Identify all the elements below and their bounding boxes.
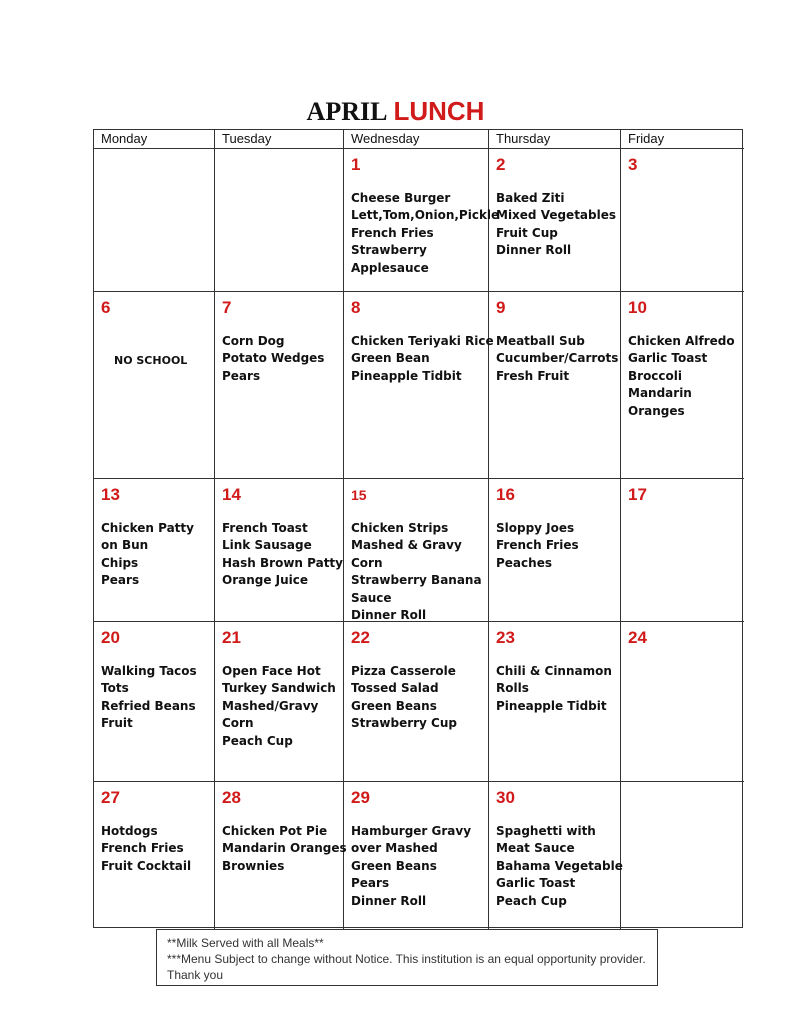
footer-milk-note: **Milk Served with all Meals** [167, 936, 324, 950]
menu-items [628, 333, 744, 420]
lunch-calendar [93, 129, 743, 928]
weekday-header-friday: Friday [621, 130, 744, 149]
weekday-header-monday: Monday [94, 130, 215, 149]
page-title [0, 95, 791, 128]
menu-item: Bahama Vegetable [496, 858, 623, 873]
menu-item: French Fries [351, 225, 434, 240]
day-cell [489, 622, 621, 782]
menu-item: Garlic Toast [496, 876, 576, 891]
menu-item: Strawberry Banana Sauce [351, 573, 482, 605]
day-cell [215, 782, 347, 929]
menu-item: Pineapple Tidbit [496, 698, 607, 713]
menu-item: Peach Cup [496, 893, 567, 908]
menu-item: Hotdogs [101, 824, 158, 838]
menu-item: Hamburger Gravy over Mashed [351, 824, 472, 856]
menu-item: Chicken Alfredo [628, 334, 735, 348]
menu-item: Mashed & Gravy [351, 538, 462, 553]
menu-items [351, 520, 488, 624]
menu-item: Fruit [101, 716, 133, 731]
menu-items [101, 663, 214, 733]
day-number: 20 [101, 628, 120, 647]
menu-items [496, 333, 620, 385]
menu-item: Mashed/Gravy [222, 698, 319, 713]
menu-item: Open Face Hot Turkey Sandwich [222, 664, 336, 696]
day-number: 23 [496, 628, 515, 647]
day-number: 22 [351, 628, 370, 647]
day-number: 1 [351, 155, 361, 174]
day-cell [94, 292, 215, 479]
day-number: 13 [101, 485, 120, 504]
menu-items [351, 190, 500, 277]
menu-items [222, 333, 343, 385]
day-number [628, 788, 744, 808]
day-cell [621, 622, 744, 782]
menu-item: Tossed Salad [351, 681, 439, 696]
menu-item: Tots [101, 681, 129, 696]
menu-item: Fresh Fruit [496, 368, 570, 383]
day-cell [489, 782, 621, 929]
menu-item: Mandarin Oranges [222, 841, 347, 856]
menu-item: Chips [101, 555, 139, 570]
menu-item: French Fries [101, 841, 184, 856]
menu-items [496, 190, 620, 260]
day-number: 29 [351, 788, 370, 807]
menu-item: French Fries [496, 538, 579, 553]
day-cell [215, 149, 344, 292]
menu-item: Dinner Roll [351, 608, 427, 623]
menu-items [351, 333, 494, 385]
day-cell [344, 782, 489, 929]
day-cell [344, 292, 494, 479]
day-cell [621, 782, 744, 929]
menu-item: Dinner Roll [351, 893, 427, 908]
menu-item: Sloppy Joes [496, 521, 575, 535]
day-cell [344, 149, 500, 292]
menu-items [101, 823, 214, 875]
menu-item: Corn [222, 716, 254, 731]
no-school-note: NO SCHOOL [114, 354, 188, 367]
menu-item: Meatball Sub [496, 334, 585, 348]
day-number: 10 [628, 298, 647, 317]
menu-items [351, 663, 488, 733]
menu-item: French Toast [222, 521, 308, 535]
menu-items [101, 520, 214, 590]
menu-item: Brownies [222, 858, 285, 873]
title-month: APRIL [306, 97, 388, 126]
day-cell [215, 292, 344, 479]
day-cell [94, 479, 215, 622]
day-number: 6 [101, 298, 111, 317]
day-cell [621, 149, 744, 292]
menu-item: Pizza Casserole [351, 664, 456, 678]
menu-item: Mixed Vegetables [496, 208, 617, 223]
menu-items [496, 823, 623, 910]
day-number: 16 [496, 485, 515, 504]
menu-item: Green Beans [351, 858, 437, 873]
day-cell [489, 292, 621, 479]
menu-item: Potato Wedges [222, 351, 325, 366]
menu-items [351, 823, 488, 910]
menu-item: Broccoli [628, 368, 683, 383]
day-cell [621, 292, 744, 479]
menu-item: Fruit Cup [496, 225, 558, 240]
menu-item: Pineapple Tidbit [351, 368, 462, 383]
menu-item: Baked Ziti [496, 191, 565, 205]
day-number: 21 [222, 628, 241, 647]
day-number: 24 [628, 628, 647, 647]
menu-item: Strawberry Cup [351, 716, 457, 731]
menu-item: Cucumber/Carrots [496, 351, 619, 366]
menu-items [222, 663, 343, 750]
day-number: 7 [222, 298, 232, 317]
menu-item: Green Beans [351, 698, 437, 713]
menu-item: Chicken Pot Pie [222, 824, 328, 838]
day-cell [489, 479, 621, 622]
day-number: 9 [496, 298, 506, 317]
menu-item: Peaches [496, 555, 552, 570]
menu-item: Garlic Toast [628, 351, 708, 366]
menu-item: Chili & Cinnamon Rolls [496, 664, 612, 696]
day-number: 3 [628, 155, 638, 174]
title-lunch: LUNCH [393, 96, 485, 126]
menu-item: Fruit Cocktail [101, 858, 192, 873]
menu-item: Link Sausage [222, 538, 312, 553]
day-number: 17 [628, 485, 647, 504]
menu-item: Pears [351, 876, 390, 891]
menu-item: Cheese Burger [351, 191, 451, 205]
menu-item: Pears [101, 573, 140, 588]
weekday-header-tuesday: Tuesday [215, 130, 344, 149]
day-number: 30 [496, 788, 515, 807]
weekday-header-wednesday: Wednesday [344, 130, 489, 149]
menu-item: Peach Cup [222, 733, 293, 748]
menu-items [496, 663, 620, 715]
day-cell [621, 479, 744, 622]
menu-item: Refried Beans [101, 698, 196, 713]
menu-item: Orange Juice [222, 573, 309, 588]
menu-item: Walking Tacos [101, 664, 197, 678]
menu-item: Corn [351, 555, 383, 570]
menu-item: Chicken Teriyaki Rice [351, 334, 494, 348]
menu-item: Lett,Tom,Onion,Pickle [351, 208, 500, 223]
menu-item: Hash Brown Patty [222, 555, 343, 570]
day-cell [94, 782, 215, 929]
menu-item: Dinner Roll [496, 243, 572, 258]
menu-item: Corn Dog [222, 334, 285, 348]
menu-item: Chicken Strips [351, 521, 449, 535]
day-cell [344, 622, 489, 782]
day-cell [94, 149, 215, 292]
day-number [222, 155, 343, 175]
footer-note [156, 929, 658, 986]
day-cell [215, 622, 344, 782]
day-number: 15 [351, 487, 367, 503]
menu-item: Green Bean [351, 351, 430, 366]
menu-item: Strawberry [351, 243, 427, 258]
menu-item: Spaghetti with Meat Sauce [496, 824, 596, 856]
menu-item: Chicken Patty on Bun [101, 521, 194, 553]
menu-items [222, 823, 347, 875]
footer-disclaimer: ***Menu Subject to change without Notice. This institution is an equal opportunity provider. Thank you [167, 952, 646, 982]
day-cell [215, 479, 344, 622]
menu-items [222, 520, 343, 590]
day-number: 27 [101, 788, 120, 807]
menu-item: Applesauce [351, 260, 429, 275]
day-number [101, 155, 214, 175]
menu-item: Pears [222, 368, 261, 383]
day-cell [489, 149, 621, 292]
day-cell [344, 479, 489, 622]
day-number: 14 [222, 485, 241, 504]
menu-items [496, 520, 620, 572]
weekday-header-thursday: Thursday [489, 130, 621, 149]
day-number: 2 [496, 155, 506, 174]
menu-item: Mandarin Oranges [628, 386, 692, 418]
day-number: 28 [222, 788, 241, 807]
day-number: 8 [351, 298, 361, 317]
day-cell [94, 622, 215, 782]
